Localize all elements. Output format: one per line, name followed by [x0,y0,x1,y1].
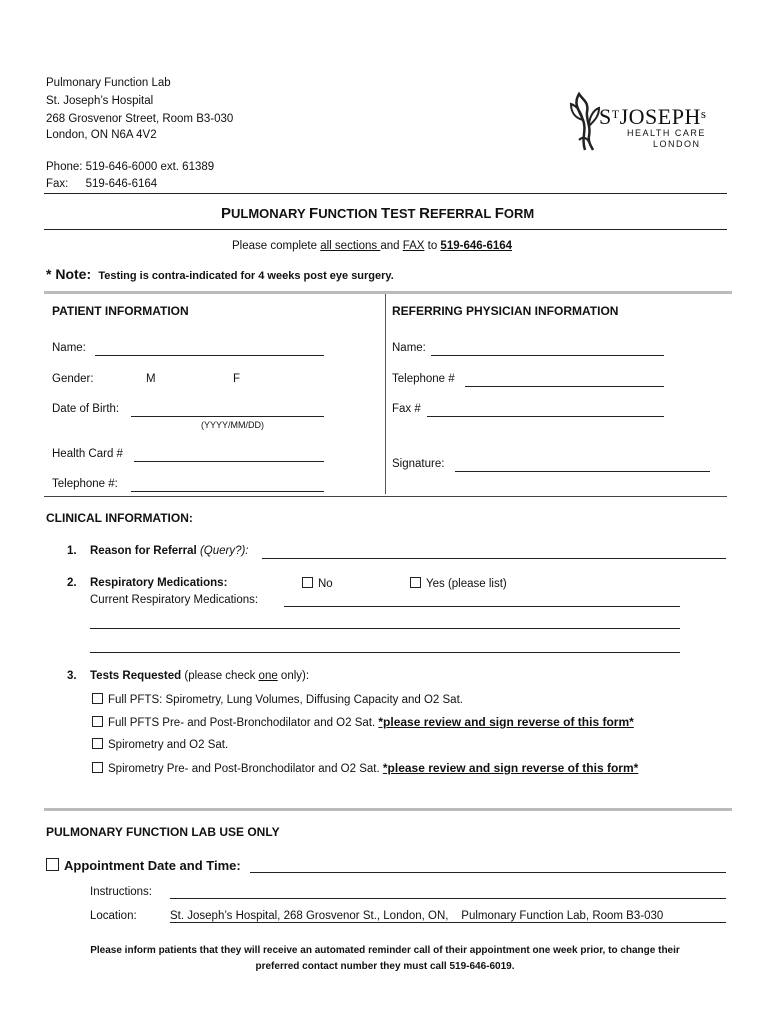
street-address: 268 Grosvenor Street, Room B3-030 [46,113,234,125]
phone-number: Phone: 519-646-6000 ext. 61389 [46,161,215,173]
test-checkbox[interactable] [92,762,103,773]
referral-reason-label: Reason for Referral (Query?): [90,545,249,557]
physician-fax-field[interactable] [427,416,664,417]
form-title: PULMONARY FUNCTION TEST REFERRAL FORM [221,205,535,222]
referral-reason-field[interactable] [262,558,726,559]
current-medications-field-3[interactable] [90,652,680,653]
tests-requested-label: Tests Requested (please check one only): [90,670,310,682]
location-value: St. Joseph’s Hospital, 268 Grosvenor St., London, ON, Pulmonary Function Lab, Room B3-030 [170,910,664,922]
clinical-heading: CLINICAL INFORMATION: [46,511,193,525]
health-card-label: Health Card # [52,448,123,460]
fax-value: 519-646-6164 [85,178,158,190]
logo-wordmark: $S^TJOSEPH^s$ [599,104,707,129]
physician-telephone-field[interactable] [465,386,664,387]
patient-heading: PATIENT INFORMATION [52,304,189,318]
gender-female[interactable]: F [233,373,241,385]
medications-label: Respiratory Medications: [90,577,228,589]
physician-telephone-label: Telephone # [392,373,455,385]
test-checkbox[interactable] [92,693,103,704]
patient-name-label: Name: [52,342,86,354]
lab-name: Pulmonary Function Lab [46,77,171,89]
signature-field[interactable] [455,471,710,472]
appointment-option[interactable]: Appointment Date and Time: [46,858,241,873]
physician-fax-label: Fax # [392,403,421,415]
test-option-spirometry-bronchodilator[interactable]: Spirometry Pre- and Post-Bronchodilator and O2 Sat. *please review and sign reverse of this form* [92,761,638,775]
test-checkbox[interactable] [92,716,103,727]
patient-name-field[interactable] [95,355,324,356]
logo-health-care: HEALTH CARE [627,128,706,138]
dob-label: Date of Birth: [52,403,120,415]
signature-label: Signature: [392,458,445,470]
q2-number: 2. [67,577,77,589]
logo-london: LONDON [653,139,701,149]
test-option-spirometry[interactable]: Spirometry and O2 Sat. [92,738,228,751]
city-address: London, ON N6A 4V2 [46,129,157,141]
fax-number [46,178,157,190]
gender-label: Gender: [52,373,94,385]
fax-label: Fax: [46,178,69,190]
current-medications-field[interactable] [284,606,680,607]
q3-number: 3. [67,670,77,682]
test-option-full-pfts[interactable]: Full PFTS: Spirometry, Lung Volumes, Diffusing Capacity and O2 Sat. [92,693,463,706]
dob-format-hint: (YYYY/MM/DD) [201,420,264,430]
lab-use-divider [44,808,732,811]
health-card-field[interactable] [134,461,324,462]
current-medications-label: Current Respiratory Medications: [90,594,259,606]
physician-heading: REFERRING PHYSICIAN INFORMATION [392,304,619,318]
instructions-field[interactable] [170,898,726,899]
medications-yes-checkbox[interactable] [410,577,421,588]
hospital-name: St. Joseph’s Hospital [46,95,154,107]
location-underline [170,922,726,923]
location-label: Location: [90,910,137,922]
st-josephs-logo [565,90,715,152]
medications-no-checkbox[interactable] [302,577,313,588]
patient-telephone-label: Telephone #: [52,478,118,490]
appointment-field[interactable] [250,872,726,873]
column-divider [385,294,386,494]
fax-instructions: Please complete all sections and FAX to 519-646-6164 [232,240,513,252]
dob-field[interactable] [131,416,324,417]
footer-line-1: Please inform patients that they will receive an automated reminder call of their appointment one week prior, to change their [90,945,680,956]
current-medications-field-2[interactable] [90,628,680,629]
gender-male[interactable]: M [146,373,156,385]
patient-telephone-field[interactable] [131,491,324,492]
test-option-full-pfts-bronchodilator[interactable]: Full PFTS Pre- and Post-Bronchodilator and O2 Sat. *please review and sign reverse of this form* [92,715,634,729]
instructions-label: Instructions: [90,886,152,898]
section-divider [44,291,732,294]
physician-name-label: Name: [392,342,426,354]
q1-number: 1. [67,545,77,557]
medications-yes-option[interactable]: Yes (please list) [410,577,507,590]
footer-line-2: preferred contact number they must call 519-646-6019. [255,961,515,972]
lab-use-heading: PULMONARY FUNCTION LAB USE ONLY [46,825,280,839]
medications-no-option[interactable]: No [302,577,333,590]
test-checkbox[interactable] [92,738,103,749]
appointment-checkbox[interactable] [46,858,59,871]
physician-name-field[interactable] [431,355,664,356]
eye-surgery-note: * Note: Testing is contra-indicated for 4 weeks post eye surgery. [46,266,394,282]
